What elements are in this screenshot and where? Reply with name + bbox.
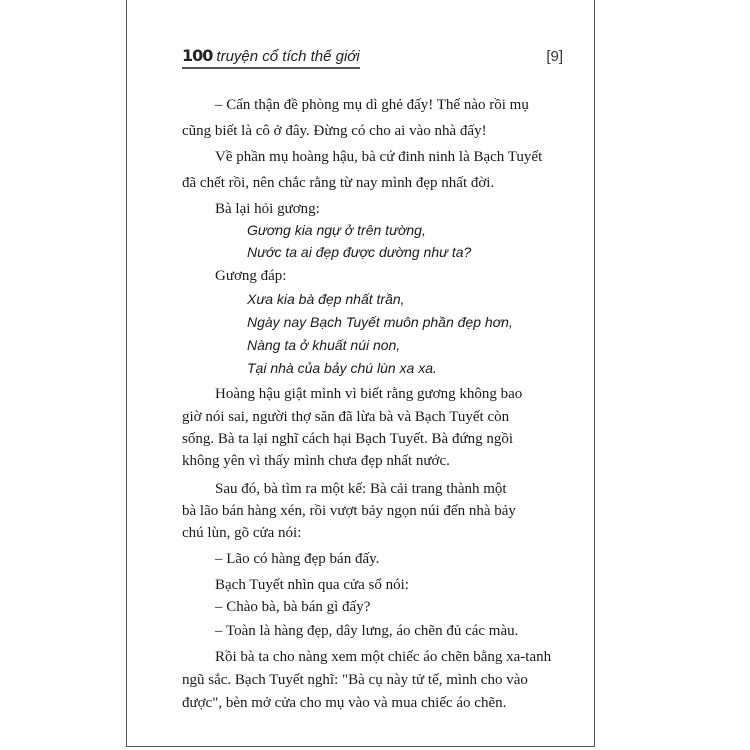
text-line: được", bèn mở cửa cho mụ vào và mua chiếc áo chẽn.: [182, 695, 507, 711]
verse-line: Nước ta ai đẹp được dường như ta?: [247, 244, 472, 260]
text-line: Sau đó, bà tìm ra một kế: Bà cải trang thành một: [215, 481, 507, 497]
text-line: Về phần mụ hoàng hậu, bà cứ đinh ninh là Bạch Tuyết: [215, 149, 543, 165]
text-line: chú lùn, gõ cửa nói:: [182, 525, 302, 541]
text-line: giờ nói sai, người thợ săn đã lừa bà và Bạch Tuyết còn: [182, 409, 510, 425]
text-line: – Lão có hàng đẹp bán đấy.: [215, 551, 380, 567]
verse-line: Xưa kia bà đẹp nhất trần,: [247, 291, 405, 307]
text-line: không yên vì thấy mình chưa đẹp nhất nước.: [182, 453, 450, 469]
text-line: Rồi bà ta cho nàng xem một chiếc áo chẽn bằng xa-tanh: [215, 649, 552, 665]
text-line: Bạch Tuyết nhìn qua cửa sổ nói:: [215, 577, 409, 593]
verse-line: Gương kia ngự ở trên tường,: [247, 222, 426, 238]
verse-line: Nàng ta ở khuất núi non,: [247, 337, 401, 353]
text-line: – Chào bà, bà bán gì đấy?: [215, 599, 371, 615]
running-header-title: [182, 47, 360, 69]
text-line: bà lão bán hàng xén, rồi vượt bảy ngọn núi đến nhà bảy: [182, 503, 516, 519]
text-line: Gương đáp:: [215, 268, 287, 284]
page-number: [9]: [546, 48, 563, 65]
text-line: sống. Bà ta lại nghĩ cách hại Bạch Tuyết. Bà đứng ngồi: [182, 431, 514, 447]
text-line: đã chết rồi, nên chắc rằng từ nay mình đẹp nhất đời.: [182, 175, 495, 191]
title-number: 100: [182, 46, 213, 65]
text-line: ngũ sắc. Bạch Tuyết nghĩ: "Bà cụ này tử tế, mình cho vào: [182, 672, 528, 688]
text-line: Hoàng hậu giật mình vì biết rằng gương không bao: [215, 386, 523, 402]
verse-line: Ngày nay Bạch Tuyết muôn phần đẹp hơn,: [247, 314, 513, 330]
text-line: – Cẩn thận đề phòng mụ dì ghẻ đấy! Thế nào rồi mụ: [215, 97, 529, 113]
verse-line: Tại nhà của bảy chú lùn xa xa.: [247, 360, 437, 376]
text-line: – Toàn là hàng đẹp, dây lưng, áo chẽn đủ các màu.: [215, 623, 519, 639]
text-line: Bà lại hỏi gương:: [215, 201, 320, 217]
text-line: cũng biết là cô ở đây. Đừng có cho ai vào nhà đấy!: [182, 123, 487, 139]
title-text: truyện cổ tích thế giới: [216, 48, 360, 65]
